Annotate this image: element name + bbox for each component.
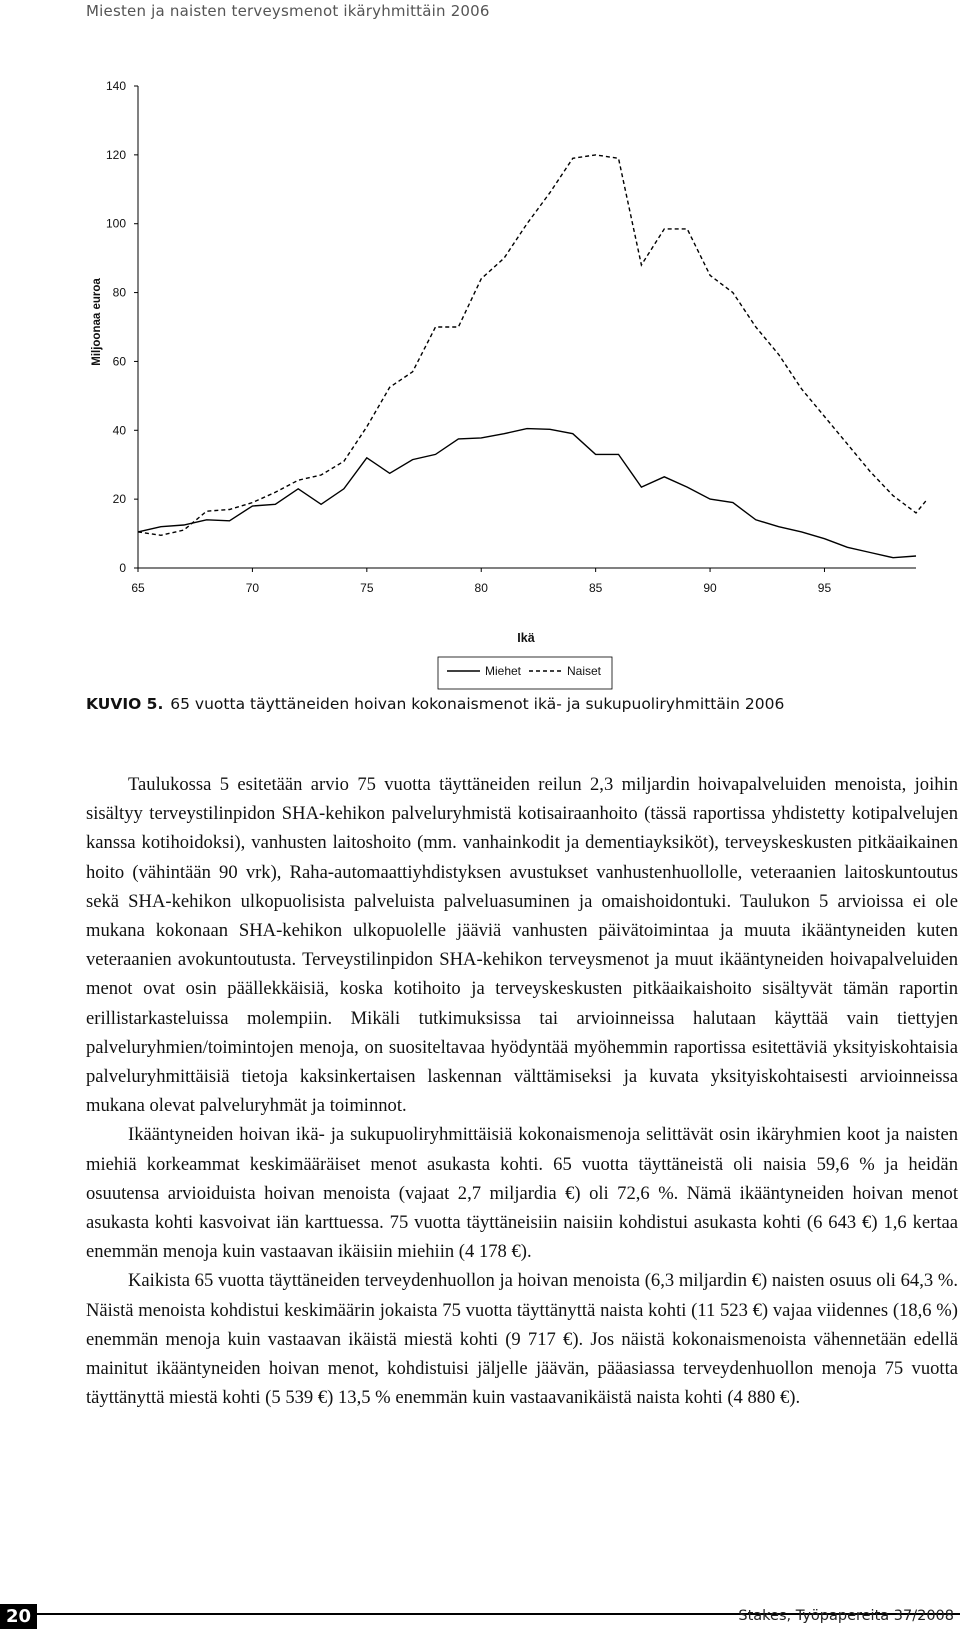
legend-label-miehet: Miehet <box>485 664 522 678</box>
y-tick-label: 60 <box>112 354 126 369</box>
x-axis-ticks <box>131 568 831 595</box>
x-tick-label: 80 <box>474 581 488 595</box>
page-number: 20 <box>0 1604 37 1629</box>
chart-legend <box>438 657 612 689</box>
series-line-miehet <box>138 429 916 558</box>
x-tick-label: 70 <box>245 581 260 595</box>
footer-source: Stakes, Työpapereita 37/2008 <box>738 1608 954 1624</box>
x-tick-label: 90 <box>703 581 717 595</box>
x-tick-label: 65 <box>131 581 145 595</box>
y-tick-label: 40 <box>112 423 126 438</box>
x-tick-label: 95 <box>817 581 832 595</box>
x-tick-label: 75 <box>360 581 374 595</box>
caption-label: KUVIO 5. <box>86 695 164 713</box>
line-chart <box>0 0 960 690</box>
x-axis-label: Ikä <box>517 631 535 645</box>
paragraph: Kaikista 65 vuotta täyttäneiden terveydenhuollon ja hoivan menoista (6,3 miljardin €) naisten osuus oli 64,3 %. Näistä menoista kohdistui keskimäärin jokaista 75 vuotta täyttänyttä naista kohti (11 523 €) vajaa viidennes (18,6 %) enemmän menoja kuin vastaavan ikäistä miestä kohti (9 717 €). Jos näistä kokonaismenoista vähennetään edellä mainitut ikääntyneiden hoivan menot, kohdistuisi jäljelle jäävän, pääasiassa terveydenhuollon menoja 75 vuotta täyttänyttä miestä kohti (5 539 €) 13,5 % enemmän kuin vastaavanikäistä naista kohti (4 880 €). <box>86 1270 958 1409</box>
y-axis-ticks <box>106 79 138 575</box>
chart-series <box>138 155 927 558</box>
paragraph: Ikääntyneiden hoivan ikä- ja sukupuoliryhmittäisiä kokonaismenoja selittävät osin ikäryhmien koot ja naisten miehiä korkeammat keskimääräiset menot asukasta kohti. 65 vuotta täyttäneistä oli naisia 59,6 % ja heidän osuutensa arvioiduista hoivan menoista (vajaat 2,7 miljardia €) oli 72,6 %. Nämä ikääntyneiden hoivan menot asukasta kohti kasvoivat iän karttuessa. 75 vuotta täyttäneisiin naisiin kohdistui asukasta kohti (6 643 €) 1,6 kertaa enemmän menoja kuin vastaavan ikäisiin miehiin (4 178 €). <box>86 1124 958 1263</box>
y-axis-label: Miljoonaa euroa <box>91 278 103 366</box>
y-tick-label: 120 <box>105 147 126 162</box>
figure-caption <box>86 695 946 713</box>
y-tick-label: 140 <box>105 79 126 93</box>
x-tick-label: 85 <box>588 581 603 595</box>
body-text <box>86 770 958 1412</box>
y-tick-label: 20 <box>112 492 126 507</box>
series-line-naiset <box>138 155 927 535</box>
chart-axes <box>138 86 916 568</box>
y-tick-label: 100 <box>105 216 126 231</box>
running-head: Miesten ja naisten terveysmenot ikäryhmittäin 2006 <box>86 2 490 20</box>
paragraph: Taulukossa 5 esitetään arvio 75 vuotta täyttäneiden reilun 2,3 miljardin hoivapalveluiden menoista, joihin sisältyy terveystilinpidon SHA-kehikon palveluryhmistä kotisairaanhoito (tässä raportissa yhdistetty kotipalvelujen kanssa kotihoidoksi), vanhusten laitoshoito (mm. vanhainkodit ja dementiayksiköt), terveyskeskusten pitkäaikainen hoito (vähintään 90 vrk), Raha-automaattiyhdistyksen avustukset vanhustenhuollolle, veteraanien laitoskuntoutus sekä SHA-kehikon ulkopuolisista palveluista palveluasuminen ja omaishoidontuki. Taulukon 5 arvioissa ei ole mukana kokonaan SHA-kehikon ulkopuolelle jääviä vanhusten päivätoimintaa ja muuta ikääntyneiden kuten veteraanien avokuntoutusta. Terveystilinpidon SHA-kehikon terveysmenot ja muut ikääntyneiden hoivapalveluiden menot ovat osin päällekkäisiä, koska kotihoito ja terveyskeskusten pitkäaikaishoito sisältyvät tämän raportin erillistarkasteluissa molempiin. Mikäli tutkimuksissa tai arvioinneissa halutaan käyttää vain tiettyjen palveluryhmien/toimintojen menoja, on suositeltavaa hyödyntää myöhemmin raportissa esitettäviä yksityiskohtaisia palveluryhmittäisiä tietoja kaksinkertaisen laskennan välttämiseksi ja kuvata yksityiskohtaisesti arvioinneissa mukana olevat palveluryhmät ja toiminnot. <box>86 774 958 1117</box>
y-tick-label: 80 <box>112 285 126 300</box>
caption-text: 65 vuotta täyttäneiden hoivan kokonaismenot ikä- ja sukupuoliryhmittäin 2006 <box>170 695 785 713</box>
y-tick-label: 0 <box>119 561 126 575</box>
legend-label-naiset: Naiset <box>567 664 602 678</box>
